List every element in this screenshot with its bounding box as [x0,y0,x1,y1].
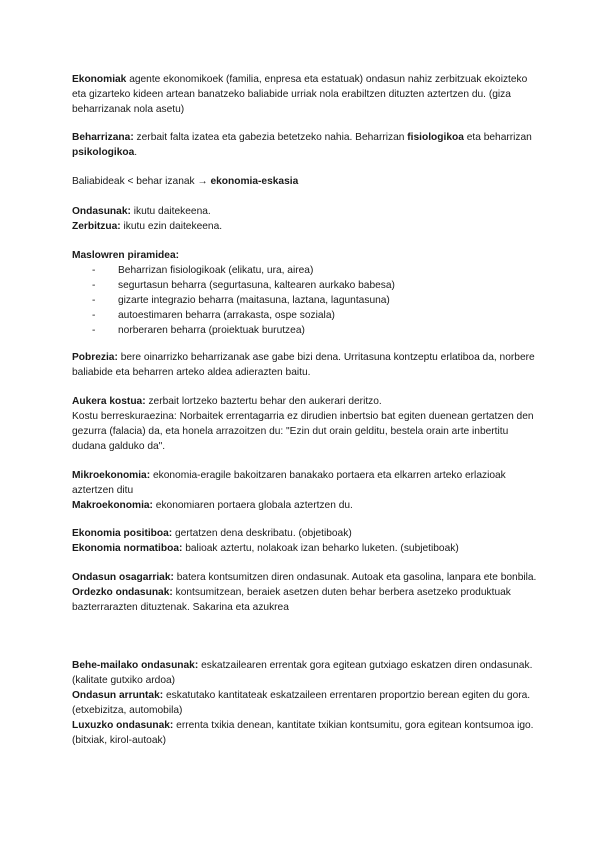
term-ondasun-arruntak: Ondasun arruntak: [72,690,164,701]
baliabideak-line [72,174,542,189]
behemailako-text: eskatzailearen errentak gora egitean gutxiago eskatzen diren ondasunak. (kalitate gutxiko ardoa) [72,660,533,686]
beharrizana-text-2: eta beharrizan [463,132,532,143]
maslow-title: Maslowren piramidea: [72,250,179,261]
psikologikoa-bold: psikologikoa [72,147,135,158]
ondasunak-text: ikutu daitekeena. [130,206,211,217]
beharrizana-text-3: . [134,147,138,158]
zerbitzua-text: ikutu ezin daitekeena. [120,221,223,232]
ondasunak-zerbitzua [72,204,542,234]
maslow-section [72,248,542,338]
pobrezia-text: bere oinarrizko beharrizanak ase gabe bizi dena. Urritasuna kontzeptu erlatiboa da, norbere baliabide eta beharren arteko aldea adierazten baitu. [72,352,535,378]
term-ondasunak: Ondasunak: [72,206,131,217]
positiboa-normatiboa-section [72,526,542,556]
list-item: - Beharrizan fisiologikoak (elikatu, ura, airea) [72,263,542,278]
fisiologikoa-bold: fisiologikoa [407,132,464,143]
list-item: - segurtasun beharra (segurtasuna, kaltearen aurkako babesa) [72,278,542,293]
osagarriak-ordezko-section [72,570,542,615]
term-aukera-kostua: Aukera kostua: [72,396,146,407]
ekonomia-eskasia-bold: ekonomia-eskasia [210,176,299,187]
term-ekonomia: Ekonomiak [72,74,127,85]
ekonomia-definition [72,72,542,117]
term-makroekonomia: Makroekonomia: [72,500,153,511]
normatiboa-text: balioak aztertu, nolakoak izan beharko luketen. (subjetiboak) [182,543,459,554]
term-ekonomia-normatiboa: Ekonomia normatiboa: [72,543,183,554]
arruntak-text: eskatutako kantitateak eskatzaileen errentaren proportzio berean egiten du gora. (etxebizitza, automobila) [72,690,531,716]
list-item: - autoestimaren beharra (arrakasta, ospe soziala) [72,308,542,323]
term-beharrizana: Beharrizana: [72,132,134,143]
osagarriak-text: batera kontsumitzen diren ondasunak. Autoak eta gasolina, lanpara ete bonbila. [173,572,537,583]
term-ordezko-ondasunak: Ordezko ondasunak: [72,587,173,598]
term-ondasun-osagarriak: Ondasun osagarriak: [72,572,174,583]
aukera-text: zerbait lortzeko baztertu behar den aukerari deritzo. [145,396,382,407]
makro-text: ekonomiaren portaera globala aztertzen du. [152,500,353,511]
luxuzko-text: errenta txikia denean, kantitate txikian kontsumitu, gora egitean kontsumoa igo. (bitxiak, kirol-autoak) [72,720,534,746]
mikro-makro-section [72,468,542,513]
ordezko-text: kontsumitzean, beraiek asetzen duten behar berbera asetzeko produktuak bazterrarazten dituztenak. Sakarina eta azukrea [72,587,511,613]
mikro-text: ekonomia-eragile bakoitzaren banakako portaera eta elkarren arteko erlazioak aztertzen ditu [72,470,506,496]
ekonomia-text: agente ekonomikoek (familia, enpresa eta estatuak) ondasun nahiz zerbitzuak ekoizteko eta gizarteko kideen artean banatzeko baliabide urriak nola erabiltzen dituzten aztertzen du. (giza beharrizanak nola asetu) [72,74,528,115]
beharrizana-definition [72,130,542,160]
term-ekonomia-positiboa: Ekonomia positiboa: [72,528,173,539]
term-zerbitzua: Zerbitzua: [72,221,121,232]
list-item: - norberaren beharra (proiektuak burutzea) [72,323,542,338]
baliabideak-text: Baliabideak < behar izanak → [72,176,211,187]
beharrizana-text: zerbait falta izatea eta gabezia betetzeko nahia. Beharrizan [133,132,408,143]
list-item: - gizarte integrazio beharra (maitasuna, laztana, laguntasuna) [72,293,542,308]
positiboa-text: gertatzen dena deskribatu. (objetiboak) [172,528,352,539]
pobrezia-definition [72,350,542,380]
aukera-kostua-section [72,394,542,454]
maslow-list [72,263,542,338]
kostu-berreskuraezina: Kostu berreskuraezina: Norbaitek errentagarria ez dirudien inbertsio bat egiten duenean gertatzen den gezurra (falacia) da, eta honela arrazoitzen du: "Ezin dut orain gelditu, bestela orain arte inbertitu dudana galduko da". [72,411,534,452]
term-mikroekonomia: Mikroekonomia: [72,470,151,481]
term-pobrezia: Pobrezia: [72,352,118,363]
term-behe-mailako: Behe-mailako ondasunak: [72,660,199,671]
ondasun-motak-section [72,658,542,748]
term-luxuzko: Luxuzko ondasunak: [72,720,174,731]
